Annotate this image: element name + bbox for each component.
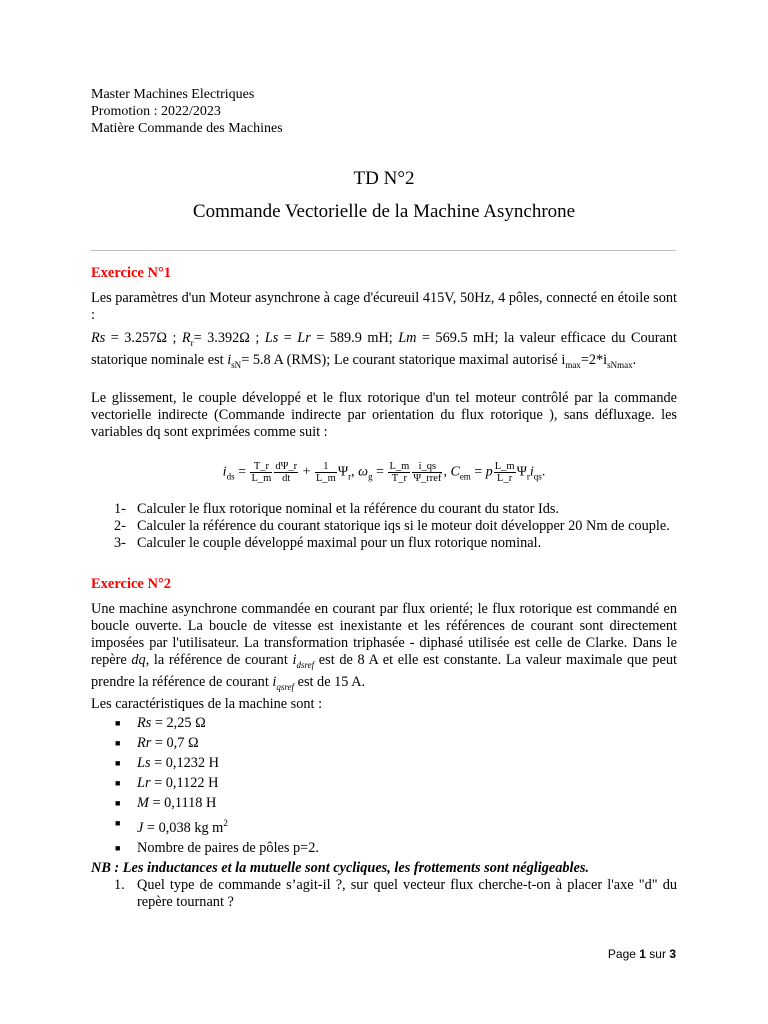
machine-characteristics-list <box>91 715 677 857</box>
exercise-1-questions <box>91 501 677 552</box>
list-item: ■ Rr = 0,7 Ω <box>115 734 199 751</box>
header-master: Master Machines Electriques <box>91 87 255 102</box>
exercise-1-description: Le glissement, le couple développé et le flux rotorique d'un tel moteur contrôlé par la commande vectorielle indirecte (Commande indirecte par orientation du flux rotorique ), sans défluxage. les variables dq sont exprimées comme suit : <box>91 389 677 440</box>
exercise-2-questions <box>91 877 677 911</box>
td-title: TD N°2 <box>353 168 415 189</box>
list-item: 1. Quel type de commande s’agit-il ?, sur quel vecteur flux cherche-t-on à placer l'axe "d" du repère tournant ? <box>114 876 677 910</box>
list-item: 1- Calculer le flux rotorique nominal et la référence du courant du stator Ids. <box>114 501 559 518</box>
nb-note: NB : Les inductances et la mutuelle sont cycliques, les frottements sont négligeables. <box>91 859 589 876</box>
list-item: 2- Calculer la référence du courant statorique iqs si le moteur doit développer 20 Nm de couple. <box>114 518 670 535</box>
list-item: ■ J = 0,038 kg $m^2$ <box>115 817 228 836</box>
list-item: 3- Calculer le couple développé maximal pour un flux rotorique nominal. <box>114 535 542 552</box>
exercise-1-title: Exercice N°1 <box>91 265 172 281</box>
page-total: 3 <box>669 947 676 961</box>
header-promotion: Promotion : 2022/2023 <box>91 104 221 119</box>
page-number: 1 <box>639 947 646 961</box>
document-header <box>91 86 283 137</box>
list-item: ■ Rs = 2,25 Ω <box>115 714 206 731</box>
exercise-2-intro: Une machine asynchrone commandée en courant par flux orienté; le flux rotorique est commandé en boucle ouverte. La boucle de vitesse est inexistante et les références de courant sont directement imposées par l'utilisateur. La transformation triphasée - diphasé utilisée est celle de Clarke. Dans le repère dq, la référence de courant $i_{dsref}$ est de 8 A et elle est constante. La valeur maximale que peut prendre la référence de courant $i_{qsref}$ est de 15 A. <box>91 601 677 692</box>
list-item: ■ M = 0,1118 H <box>115 794 217 811</box>
exercise-2-title: Exercice N°2 <box>91 576 172 593</box>
list-item: ■ Ls = 0,1232 H <box>115 754 219 771</box>
td-subtitle: Commande Vectorielle de la Machine Asynchrone <box>192 201 576 222</box>
document-body <box>91 265 677 911</box>
horizontal-rule <box>91 250 676 251</box>
exercise-1-parameters: Rs = 3.257Ω ; $R_r= 3.392\Omega$ ; Ls = Lr = 589.9 mH; Lm = 569.5 mH; la valeur efficace du Courant statorique nominale est $i_{sN}= 5.8$ A (RMS); Le courant statorique maximal autorisé $i_{max}=2*i_{sNmax}$. <box>91 330 678 370</box>
header-subject: Matière Commande des Machines <box>91 121 283 136</box>
page-footer: Page 1 sur 3 <box>607 947 676 961</box>
exercise-1-intro: Les paramètres d'un Moteur asynchrone à cage d'écureuil 415V, 50Hz, 4 pôles, connecté en étoile sont : <box>91 290 677 323</box>
list-item: ■ Lr = 0,1122 H <box>115 774 219 791</box>
equation-dq-variables: $i_{ds}$ = $\frac{T\_r}{L\_m}$ $\frac{d\Psi\_r}{dt}$ + $\frac{1}{L\_m}$ $\Psi_r$, $\omega_g$ = $\frac{L\_m}{T\_r}$ $\frac{i\_qs}{\text{Ψ\_rref}}$ , $C_{em} = p$ $\frac{L\_m}{L\_r}$ $\Psi_ri_{qs}$. <box>222 460 546 484</box>
exercise-2-characteristics-label: Les caractéristiques de la machine sont : <box>91 695 323 712</box>
list-item: ■ Nombre de paires de pôles p=2. <box>115 839 319 856</box>
